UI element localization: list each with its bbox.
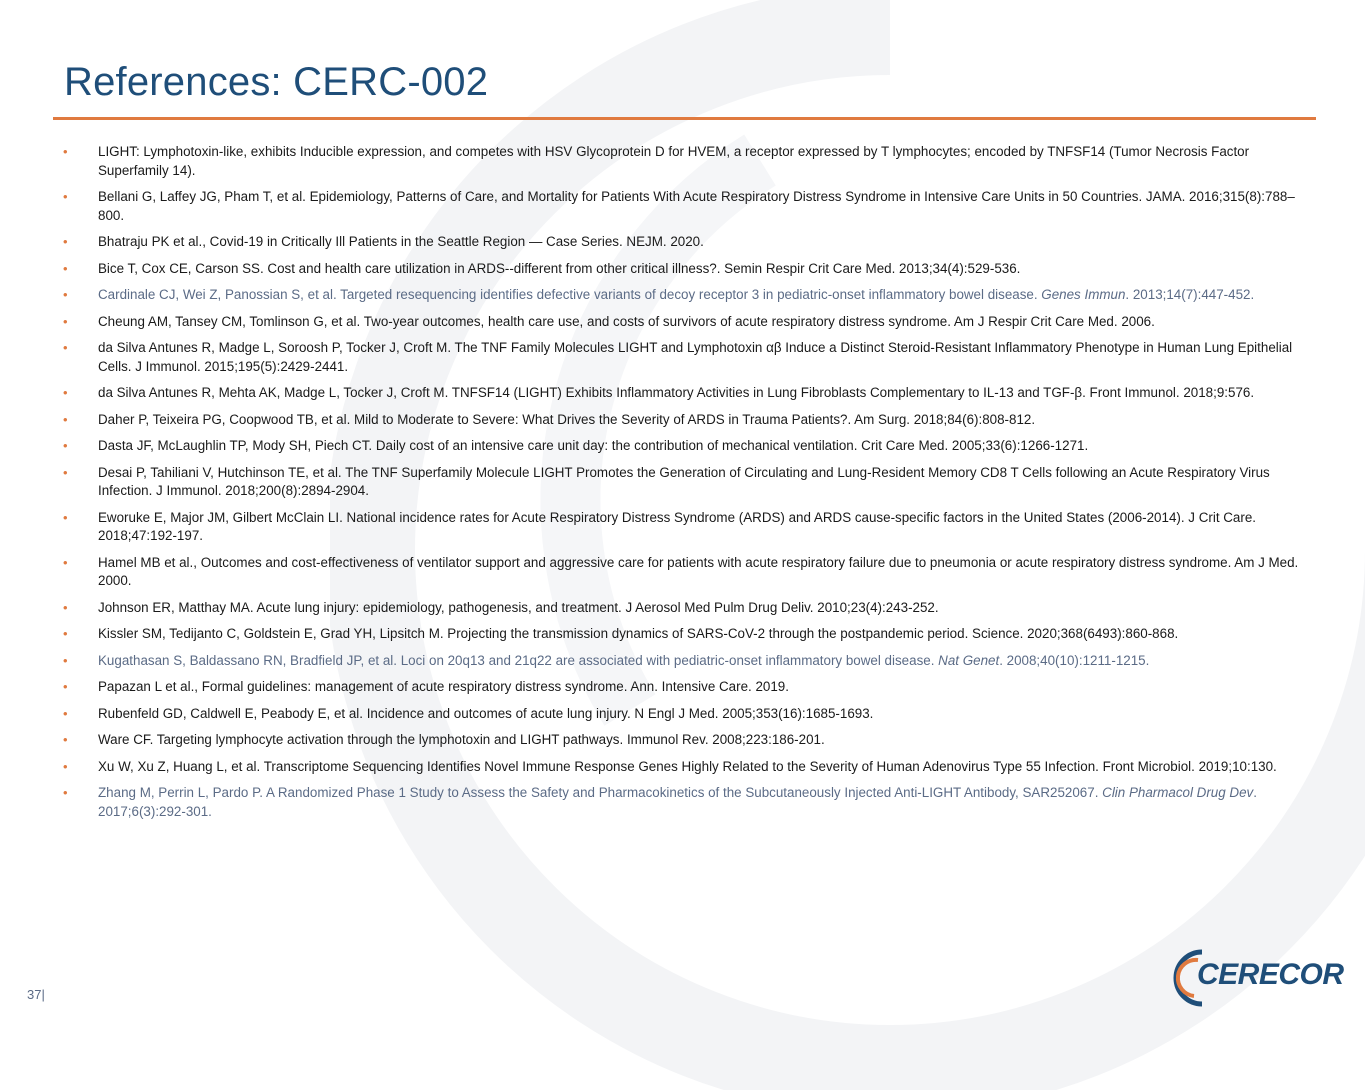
reference-item: • Rubenfeld GD, Caldwell E, Peabody E, et al. Incidence and outcomes of acute lung injury. N Engl J Med. 2005;353(16):1685-1693. <box>60 705 1310 724</box>
reference-item: • Daher P, Teixeira PG, Coopwood TB, et al. Mild to Moderate to Severe: What Drives the Severity of ARDS in Trauma Patients?. Am Surg. 2018;84(6):808-812. <box>60 411 1310 430</box>
company-logo-text: CERECOR <box>1197 958 1344 991</box>
reference-item: • Ware CF. Targeting lymphocyte activation through the lymphotoxin and LIGHT pathways. Immunol Rev. 2008;223:186-201. <box>60 731 1310 750</box>
reference-item: • Xu W, Xu Z, Huang L, et al. Transcriptome Sequencing Identifies Novel Immune Response Genes Highly Related to the Severity of Human Adenovirus Type 55 Infection. Front Microbiol. 2019;10:130. <box>60 758 1310 777</box>
reference-item: • da Silva Antunes R, Mehta AK, Madge L, Tocker J, Croft M. TNFSF14 (LIGHT) Exhibits Inflammatory Activities in Lung Fibroblasts Complementary to IL-13 and TGF-β. Front Immunol. 2018;9:576. <box>60 384 1310 403</box>
reference-item: • Eworuke E, Major JM, Gilbert McClain LI. National incidence rates for Acute Respiratory Distress Syndrome (ARDS) and ARDS cause-specific factors in the United States (2006-2014). J Crit Care. 2018;47:192-197. <box>60 509 1310 546</box>
reference-item: • Hamel MB et al., Outcomes and cost-effectiveness of ventilator support and aggressive care for patients with acute respiratory failure due to pneumonia or acute respiratory distress syndrome. Am J Med. 2000. <box>60 554 1310 591</box>
reference-list <box>60 143 1310 829</box>
reference-item: • Zhang M, Perrin L, Pardo P. A Randomized Phase 1 Study to Assess the Safety and Pharmacokinetics of the Subcutaneously Injected Anti-LIGHT Antibody, SAR252067. Clin Pharmacol Drug Dev. 2017;6(3):292-301. <box>60 784 1310 821</box>
reference-item: • Johnson ER, Matthay MA. Acute lung injury: epidemiology, pathogenesis, and treatment. J Aerosol Med Pulm Drug Deliv. 2010;23(4):243-252. <box>60 599 1310 618</box>
reference-item: • Dasta JF, McLaughlin TP, Mody SH, Piech CT. Daily cost of an intensive care unit day: the contribution of mechanical ventilation. Crit Care Med. 2005;33(6):1266-1271. <box>60 437 1310 456</box>
reference-item: • Bellani G, Laffey JG, Pham T, et al. Epidemiology, Patterns of Care, and Mortality for Patients With Acute Respiratory Distress Syndrome in Intensive Care Units in 50 Countries. JAMA. 2016;315(8):788–800. <box>60 188 1310 225</box>
reference-item: • LIGHT: Lymphotoxin-like, exhibits Inducible expression, and competes with HSV Glycoprotein D for HVEM, a receptor expressed by T lymphocytes; encoded by TNFSF14 (Tumor Necrosis Factor Superfamily 14). <box>60 143 1310 180</box>
reference-item: • Kissler SM, Tedijanto C, Goldstein E, Grad YH, Lipsitch M. Projecting the transmission dynamics of SARS-CoV-2 through the postpandemic period. Science. 2020;368(6493):860-868. <box>60 625 1310 644</box>
title-divider <box>53 117 1316 120</box>
page-number: 37| <box>27 987 45 1002</box>
reference-item: • Desai P, Tahiliani V, Hutchinson TE, et al. The TNF Superfamily Molecule LIGHT Promotes the Generation of Circulating and Lung-Resident Memory CD8 T Cells following an Acute Respiratory Virus Infection. J Immunol. 2018;200(8):2894-2904. <box>60 464 1310 501</box>
reference-item: • Cheung AM, Tansey CM, Tomlinson G, et al. Two-year outcomes, health care use, and costs of survivors of acute respiratory distress syndrome. Am J Respir Crit Care Med. 2006. <box>60 313 1310 332</box>
reference-item: • Bhatraju PK et al., Covid-19 in Critically Ill Patients in the Seattle Region — Case Series. NEJM. 2020. <box>60 233 1310 252</box>
page-title: References: CERC-002 <box>64 60 489 104</box>
reference-item: • Kugathasan S, Baldassano RN, Bradfield JP, et al. Loci on 20q13 and 21q22 are associated with pediatric-onset inflammatory bowel disease. Nat Genet. 2008;40(10):1211-1215. <box>60 652 1310 671</box>
reference-item: • Bice T, Cox CE, Carson SS. Cost and health care utilization in ARDS--different from other critical illness?. Semin Respir Crit Care Med. 2013;34(4):529-536. <box>60 260 1310 279</box>
reference-item: • Papazan L et al., Formal guidelines: management of acute respiratory distress syndrome. Ann. Intensive Care. 2019. <box>60 678 1310 697</box>
reference-item: • da Silva Antunes R, Madge L, Soroosh P, Tocker J, Croft M. The TNF Family Molecules LIGHT and Lymphotoxin αβ Induce a Distinct Steroid-Resistant Inflammatory Phenotype in Human Lung Epithelial Cells. J Immunol. 2015;195(5):2429-2441. <box>60 339 1310 376</box>
reference-item: • Cardinale CJ, Wei Z, Panossian S, et al. Targeted resequencing identifies defective variants of decoy receptor 3 in pediatric-onset inflammatory bowel disease. Genes Immun. 2013;14(7):447-452. <box>60 286 1310 305</box>
